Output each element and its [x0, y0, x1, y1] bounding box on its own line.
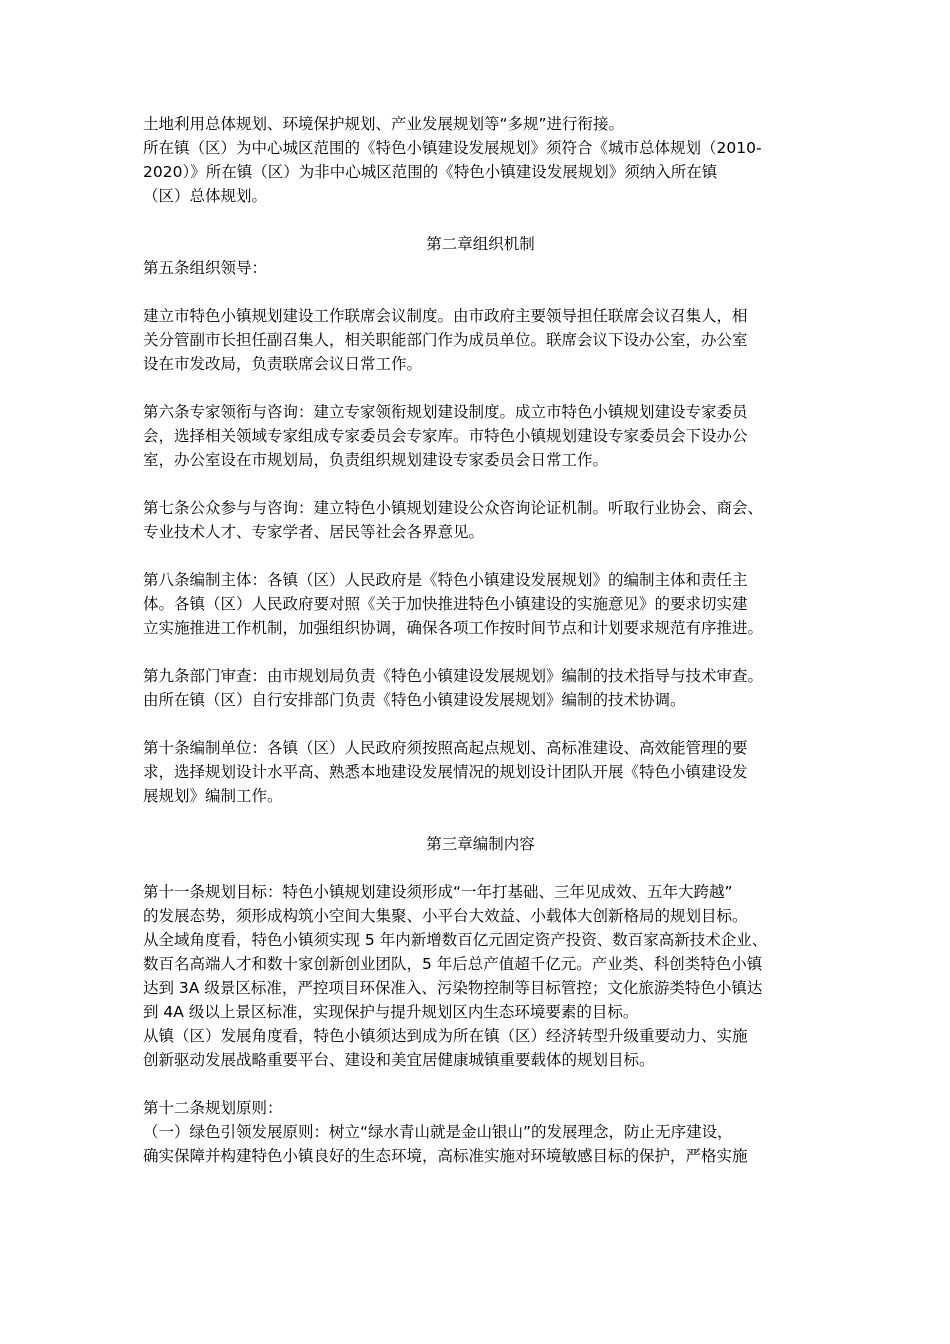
text-line: 关分管副市长担任副召集人，相关职能部门作为成员单位。联席会议下设办公室，办公室: [143, 331, 748, 349]
paragraph: [143, 400, 818, 472]
paragraph: [143, 1096, 818, 1168]
paragraph-gap: [143, 1072, 818, 1096]
text-line: 会，选择相关领域专家组成专家委员会专家库。市特色小镇规划建设专家委员会下设办公: [143, 427, 748, 445]
paragraph-gap: [143, 472, 818, 496]
text-line: 确实保障并构建特色小镇良好的生态环境，高标准实施对环境敏感目标的保护，严格实施: [143, 1147, 748, 1165]
text-line: 第八条编制主体：各镇（区）人民政府是《特色小镇建设发展规划》的编制主体和责任主: [143, 571, 748, 589]
text-line: 展规划》编制工作。: [143, 787, 283, 805]
paragraph: [143, 112, 818, 208]
text-line: 设在市发改局，负责联席会议日常工作。: [143, 355, 423, 373]
text-line: 立实施推进工作机制，加强组织协调，确保各项工作按时间节点和计划要求规范有序推进。: [143, 619, 764, 637]
text-line: 建立市特色小镇规划建设工作联席会议制度。由市政府主要领导担任联席会议召集人，相: [143, 307, 748, 325]
text-line: 第十条编制单位：各镇（区）人民政府须按照高起点规划、高标准建设、高效能管理的要: [143, 739, 748, 757]
paragraph: [143, 880, 818, 1072]
text-line: 2020）》所在镇（区）为非中心城区范围的《特色小镇建设发展规划》须纳入所在镇: [143, 163, 718, 181]
text-line: 所在镇（区）为中心城区范围的《特色小镇建设发展规划》须符合《城市总体规划（2010-: [143, 139, 762, 157]
paragraph: [143, 568, 818, 640]
chapter-heading: [143, 832, 818, 856]
paragraph-gap: [143, 376, 818, 400]
text-line: 由所在镇（区）自行安排部门负责《特色小镇建设发展规划》编制的技术协调。: [143, 691, 686, 709]
text-line: 第九条部门审查：由市规划局负责《特色小镇建设发展规划》编制的技术指导与技术审查。: [143, 667, 764, 685]
text-line: 数百名高端人才和数十家创新创业团队，5 年后总产值超千亿元。产业类、科创类特色小镇: [143, 955, 763, 973]
paragraph-gap: [143, 808, 818, 832]
chapter-heading: [143, 232, 818, 256]
text-line: 土地利用总体规划、环境保护规划、产业发展规划等“多规”进行衔接。: [143, 115, 625, 133]
text-line: 室，办公室设在市规划局，负责组织规划建设专家委员会日常工作。: [143, 451, 609, 469]
text-line: 达到 3A 级景区标准，严控项目环保准入、污染物控制等目标管控；文化旅游类特色小镇达: [143, 979, 763, 997]
paragraph-gap: [143, 280, 818, 304]
paragraph-gap: [143, 544, 818, 568]
text-line: 第三章编制内容: [426, 835, 535, 853]
document-body: [143, 112, 818, 1168]
paragraph: [143, 736, 818, 808]
text-line: 专业技术人才、专家学者、居民等社会各界意见。: [143, 523, 485, 541]
text-line: 创新驱动发展战略重要平台、建设和美宜居健康城镇重要载体的规划目标。: [143, 1051, 655, 1069]
paragraph: [143, 256, 818, 280]
paragraph-gap: [143, 208, 818, 232]
paragraph-gap: [143, 856, 818, 880]
paragraph: [143, 496, 818, 544]
text-line: 第六条专家领衔与咨询：建立专家领衔规划建设制度。成立市特色小镇规划建设专家委员: [143, 403, 748, 421]
text-line: （一）绿色引领发展原则：树立“绿水青山就是金山银山”的发展理念，防止无序建设，: [143, 1123, 733, 1141]
text-line: 第十二条规划原则：: [143, 1099, 283, 1117]
paragraph: [143, 304, 818, 376]
text-line: 第二章组织机制: [426, 235, 535, 253]
text-line: 第七条公众参与与咨询：建立特色小镇规划建设公众咨询论证机制。听取行业协会、商会、: [143, 499, 764, 517]
text-line: 到 4A 级以上景区标准，实现保护与提升规划区内生态环境要素的目标。: [143, 1003, 639, 1021]
paragraph-gap: [143, 640, 818, 664]
text-line: 体。各镇（区）人民政府要对照《关于加快推进特色小镇建设的实施意见》的要求切实建: [143, 595, 748, 613]
text-line: 的发展态势，须形成构筑小空间大集聚、小平台大效益、小载体大创新格局的规划目标。: [143, 907, 748, 925]
text-line: 从全域角度看，特色小镇须实现 5 年内新增数百亿元固定资产投资、数百家高新技术企业、: [143, 931, 768, 949]
paragraph-gap: [143, 712, 818, 736]
text-line: 第十一条规划目标：特色小镇规划建设须形成“一年打基础、三年见成效、五年大跨越”: [143, 883, 733, 901]
text-line: （区）总体规划。: [143, 187, 268, 205]
paragraph: [143, 664, 818, 712]
text-line: 第五条组织领导：: [143, 259, 268, 277]
text-line: 求，选择规划设计水平高、熟悉本地建设发展情况的规划设计团队开展《特色小镇建设发: [143, 763, 748, 781]
text-line: 从镇（区）发展角度看，特色小镇须达到成为所在镇（区）经济转型升级重要动力、实施: [143, 1027, 748, 1045]
